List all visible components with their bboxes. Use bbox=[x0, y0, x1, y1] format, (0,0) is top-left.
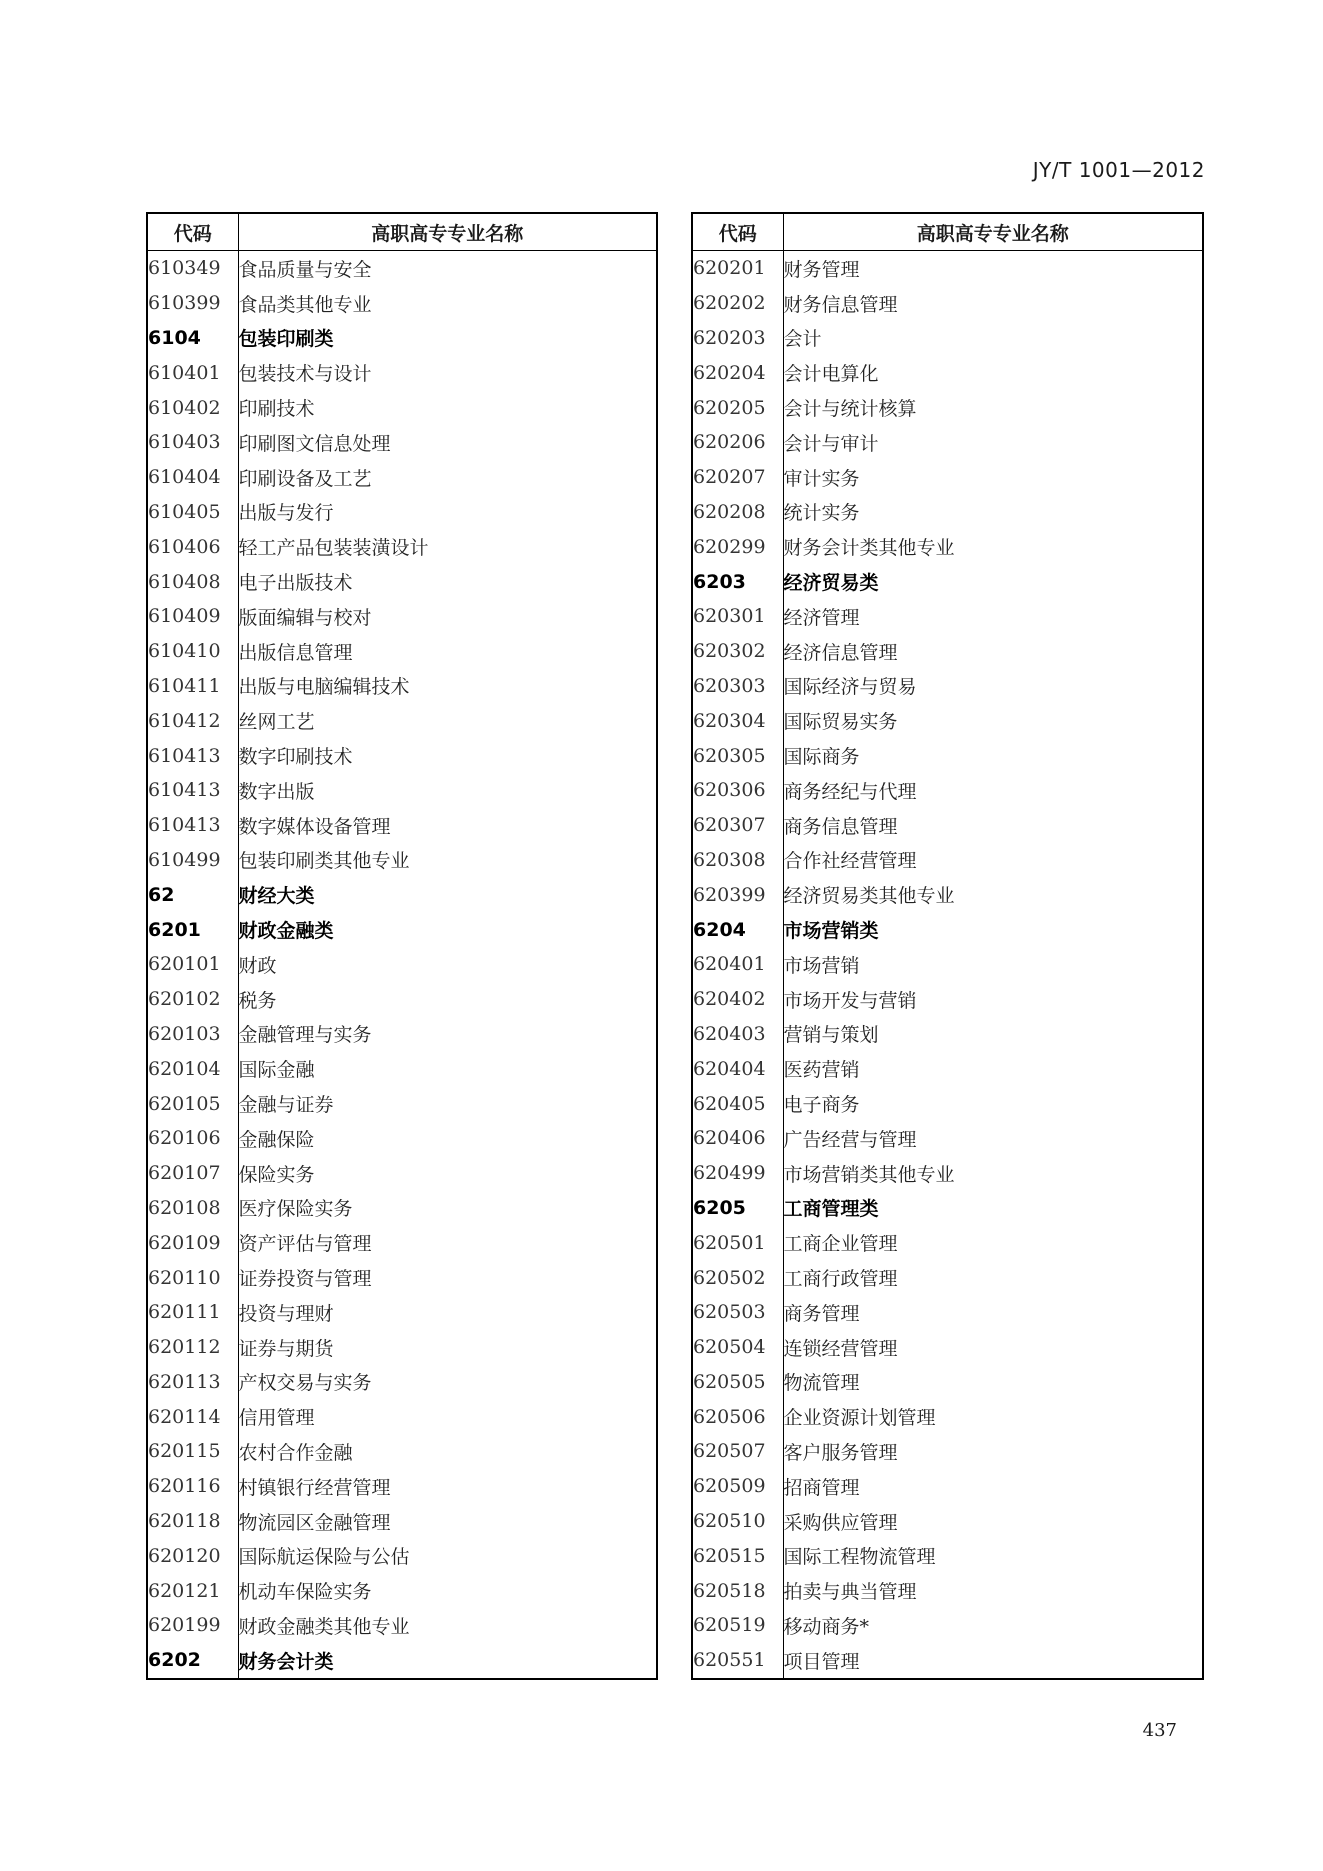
major-code: 610413 bbox=[147, 738, 238, 773]
major-name: 金融与证券 bbox=[238, 1094, 334, 1117]
table-row bbox=[692, 1225, 1203, 1260]
table-row bbox=[147, 425, 657, 460]
major-code: 620116 bbox=[147, 1469, 238, 1504]
name-column-header: 高职高专专业名称 bbox=[783, 213, 1203, 251]
table-row bbox=[692, 1260, 1203, 1295]
major-code: 620203 bbox=[692, 321, 783, 356]
major-name: 会计与统计核算 bbox=[783, 398, 917, 421]
major-name: 产权交易与实务 bbox=[238, 1372, 372, 1395]
major-code: 610408 bbox=[147, 564, 238, 599]
major-name: 数字印刷技术 bbox=[238, 746, 353, 769]
major-code: 620504 bbox=[692, 1330, 783, 1365]
table-row bbox=[692, 808, 1203, 843]
major-name: 资产评估与管理 bbox=[238, 1233, 372, 1256]
table-row bbox=[147, 1086, 657, 1121]
major-name: 项目管理 bbox=[783, 1650, 860, 1673]
major-code: 620301 bbox=[692, 599, 783, 634]
major-code: 620113 bbox=[147, 1365, 238, 1400]
major-name: 食品质量与安全 bbox=[238, 258, 372, 281]
major-name: 财务信息管理 bbox=[783, 293, 898, 316]
table-row bbox=[692, 321, 1203, 356]
major-code: 610413 bbox=[147, 808, 238, 843]
major-code: 620507 bbox=[692, 1434, 783, 1469]
category-row bbox=[147, 321, 657, 356]
major-name: 营销与策划 bbox=[783, 1024, 879, 1047]
major-name: 会计与审计 bbox=[783, 432, 879, 455]
major-code: 620105 bbox=[147, 1086, 238, 1121]
table-row bbox=[692, 1608, 1203, 1643]
table-row bbox=[692, 529, 1203, 564]
table-row bbox=[147, 1017, 657, 1052]
major-name: 财务管理 bbox=[783, 258, 860, 281]
table-row bbox=[692, 355, 1203, 390]
major-name: 采购供应管理 bbox=[783, 1511, 898, 1534]
major-code: 610401 bbox=[147, 355, 238, 390]
table-row bbox=[147, 1434, 657, 1469]
table-row bbox=[147, 1399, 657, 1434]
major-code: 620302 bbox=[692, 634, 783, 669]
major-table-left bbox=[146, 212, 658, 1680]
table-row bbox=[692, 1399, 1203, 1434]
table-row bbox=[692, 286, 1203, 321]
table-row bbox=[692, 1504, 1203, 1539]
table-row bbox=[692, 703, 1203, 738]
major-name: 金融管理与实务 bbox=[238, 1024, 372, 1047]
major-code: 620102 bbox=[147, 982, 238, 1017]
major-code: 610409 bbox=[147, 599, 238, 634]
table-row bbox=[147, 669, 657, 704]
major-name: 商务管理 bbox=[783, 1302, 860, 1325]
table-row bbox=[147, 495, 657, 530]
category-row bbox=[147, 1643, 657, 1679]
major-code: 620505 bbox=[692, 1365, 783, 1400]
table-row bbox=[692, 390, 1203, 425]
major-name: 物流管理 bbox=[783, 1372, 860, 1395]
major-name: 包装印刷类其他专业 bbox=[238, 850, 410, 873]
major-code: 610404 bbox=[147, 460, 238, 495]
major-name: 招商管理 bbox=[783, 1476, 860, 1499]
major-name: 物流园区金融管理 bbox=[238, 1511, 391, 1534]
major-name: 拍卖与典当管理 bbox=[783, 1581, 917, 1604]
major-name: 连锁经营管理 bbox=[783, 1337, 898, 1360]
major-code: 620503 bbox=[692, 1295, 783, 1330]
major-code: 620307 bbox=[692, 808, 783, 843]
major-code: 620108 bbox=[147, 1191, 238, 1226]
major-code: 620104 bbox=[147, 1051, 238, 1086]
major-name: 合作社经营管理 bbox=[783, 850, 917, 873]
major-name: 财务会计类其他专业 bbox=[783, 537, 955, 560]
table-row bbox=[692, 843, 1203, 878]
major-name: 证券与期货 bbox=[238, 1337, 334, 1360]
major-code: 6201 bbox=[147, 912, 238, 947]
major-name: 财政 bbox=[238, 954, 277, 977]
table-row bbox=[147, 1156, 657, 1191]
major-table-right bbox=[691, 212, 1204, 1680]
major-name: 税务 bbox=[238, 989, 277, 1012]
table-row bbox=[147, 808, 657, 843]
major-name: 印刷设备及工艺 bbox=[238, 467, 372, 490]
major-name: 投资与理财 bbox=[238, 1302, 334, 1325]
major-code: 620304 bbox=[692, 703, 783, 738]
table-row bbox=[692, 1643, 1203, 1679]
major-code: 620515 bbox=[692, 1538, 783, 1573]
major-name: 国际工程物流管理 bbox=[783, 1546, 936, 1569]
table-row bbox=[147, 1051, 657, 1086]
table-row bbox=[147, 529, 657, 564]
major-code: 620202 bbox=[692, 286, 783, 321]
table-row bbox=[147, 1225, 657, 1260]
major-code: 6205 bbox=[692, 1191, 783, 1226]
major-name: 市场营销类其他专业 bbox=[783, 1163, 955, 1186]
table-header-row bbox=[692, 213, 1203, 251]
table-row bbox=[692, 669, 1203, 704]
table-row bbox=[147, 1295, 657, 1330]
table-row bbox=[692, 738, 1203, 773]
major-code: 620399 bbox=[692, 877, 783, 912]
major-code: 610499 bbox=[147, 843, 238, 878]
major-name: 出版与发行 bbox=[238, 502, 334, 525]
major-code: 620112 bbox=[147, 1330, 238, 1365]
code-column-header: 代码 bbox=[692, 213, 783, 251]
document-code: JY/T 1001—2012 bbox=[1032, 158, 1205, 182]
major-name: 信用管理 bbox=[238, 1407, 315, 1430]
major-name: 财务会计类 bbox=[238, 1650, 334, 1673]
major-code: 620101 bbox=[147, 947, 238, 982]
major-name: 食品类其他专业 bbox=[238, 293, 372, 316]
table-row bbox=[147, 1538, 657, 1573]
major-name: 国际经济与贸易 bbox=[783, 676, 917, 699]
table-row bbox=[692, 1469, 1203, 1504]
table-row bbox=[147, 1121, 657, 1156]
major-code: 610412 bbox=[147, 703, 238, 738]
major-code: 610406 bbox=[147, 529, 238, 564]
table-row bbox=[692, 425, 1203, 460]
major-code: 620303 bbox=[692, 669, 783, 704]
major-code: 610349 bbox=[147, 251, 238, 286]
table-row bbox=[147, 1469, 657, 1504]
major-code: 620403 bbox=[692, 1017, 783, 1052]
major-code: 620402 bbox=[692, 982, 783, 1017]
major-name: 电子商务 bbox=[783, 1094, 860, 1117]
major-name: 工商企业管理 bbox=[783, 1233, 898, 1256]
major-code: 620207 bbox=[692, 460, 783, 495]
major-name: 工商行政管理 bbox=[783, 1268, 898, 1290]
major-code: 620506 bbox=[692, 1399, 783, 1434]
major-name: 出版信息管理 bbox=[238, 641, 353, 664]
major-code: 610403 bbox=[147, 425, 238, 460]
major-name: 市场营销 bbox=[783, 954, 860, 977]
major-name: 财政金融类 bbox=[238, 920, 334, 943]
major-code: 620208 bbox=[692, 495, 783, 530]
major-name: 会计 bbox=[783, 328, 822, 351]
table-row bbox=[147, 460, 657, 495]
code-column-header: 代码 bbox=[147, 213, 238, 251]
major-code: 620121 bbox=[147, 1573, 238, 1608]
major-code: 620109 bbox=[147, 1225, 238, 1260]
category-row bbox=[692, 912, 1203, 947]
table-row bbox=[692, 599, 1203, 634]
major-name: 经济管理 bbox=[783, 606, 860, 629]
table-row bbox=[692, 1573, 1203, 1608]
major-code: 620120 bbox=[147, 1538, 238, 1573]
table-row bbox=[147, 773, 657, 808]
table-row bbox=[147, 564, 657, 599]
major-name: 印刷技术 bbox=[238, 398, 315, 421]
major-code: 620306 bbox=[692, 773, 783, 808]
table-row bbox=[692, 1086, 1203, 1121]
major-name: 丝网工艺 bbox=[238, 711, 315, 734]
major-name: 包装技术与设计 bbox=[238, 363, 372, 386]
major-name: 电子出版技术 bbox=[238, 572, 353, 595]
major-code: 620499 bbox=[692, 1156, 783, 1191]
major-name: 国际金融 bbox=[238, 1059, 315, 1082]
major-name: 移动商务* bbox=[783, 1615, 870, 1638]
major-code: 620111 bbox=[147, 1295, 238, 1330]
major-code: 620106 bbox=[147, 1121, 238, 1156]
major-code: 620305 bbox=[692, 738, 783, 773]
page-number: 437 bbox=[1142, 1720, 1177, 1741]
major-name: 村镇银行经营管理 bbox=[238, 1476, 391, 1499]
table-row bbox=[147, 599, 657, 634]
major-code: 6104 bbox=[147, 321, 238, 356]
category-row bbox=[692, 564, 1203, 599]
table-row bbox=[692, 877, 1203, 912]
major-name: 广告经营与管理 bbox=[783, 1128, 917, 1151]
major-code: 620204 bbox=[692, 355, 783, 390]
major-name: 证券投资与管理 bbox=[238, 1268, 372, 1290]
major-name: 印刷图文信息处理 bbox=[238, 432, 391, 455]
table-row bbox=[692, 634, 1203, 669]
table-row bbox=[147, 1504, 657, 1539]
major-code: 620509 bbox=[692, 1469, 783, 1504]
major-name: 企业资源计划管理 bbox=[783, 1407, 936, 1430]
major-code: 610399 bbox=[147, 286, 238, 321]
table-row bbox=[692, 1538, 1203, 1573]
category-row bbox=[692, 1191, 1203, 1226]
major-code: 620205 bbox=[692, 390, 783, 425]
table-row bbox=[147, 703, 657, 738]
category-row bbox=[147, 912, 657, 947]
major-code: 6202 bbox=[147, 1643, 238, 1679]
table-row bbox=[692, 460, 1203, 495]
table-row bbox=[147, 1260, 657, 1295]
major-code: 620518 bbox=[692, 1573, 783, 1608]
major-name: 财经大类 bbox=[238, 885, 315, 908]
major-name: 金融保险 bbox=[238, 1128, 315, 1151]
table-row bbox=[692, 1121, 1203, 1156]
major-name: 数字出版 bbox=[238, 780, 315, 803]
major-name: 经济贸易类其他专业 bbox=[783, 885, 955, 908]
name-column-header: 高职高专专业名称 bbox=[238, 213, 657, 251]
major-code: 620501 bbox=[692, 1225, 783, 1260]
major-name: 统计实务 bbox=[783, 502, 860, 525]
major-code: 620199 bbox=[147, 1608, 238, 1643]
major-name: 经济贸易类 bbox=[783, 572, 879, 595]
major-name: 客户服务管理 bbox=[783, 1441, 898, 1464]
table-row bbox=[692, 947, 1203, 982]
table-row bbox=[147, 1365, 657, 1400]
table-row bbox=[147, 390, 657, 425]
major-code: 6204 bbox=[692, 912, 783, 947]
table-row bbox=[147, 355, 657, 390]
major-name: 机动车保险实务 bbox=[238, 1581, 372, 1604]
table-row bbox=[147, 738, 657, 773]
major-code: 62 bbox=[147, 877, 238, 912]
major-code: 620107 bbox=[147, 1156, 238, 1191]
major-code: 620510 bbox=[692, 1504, 783, 1539]
major-code: 620118 bbox=[147, 1504, 238, 1539]
major-name: 国际航运保险与公估 bbox=[238, 1546, 410, 1569]
table-row bbox=[692, 1330, 1203, 1365]
major-name: 审计实务 bbox=[783, 467, 860, 490]
major-code: 620201 bbox=[692, 251, 783, 286]
major-name: 国际贸易实务 bbox=[783, 711, 898, 734]
major-name: 市场营销类 bbox=[783, 920, 879, 943]
major-code: 610402 bbox=[147, 390, 238, 425]
table-row bbox=[147, 947, 657, 982]
major-name: 版面编辑与校对 bbox=[238, 606, 372, 629]
table-row bbox=[692, 1156, 1203, 1191]
table-row bbox=[147, 1608, 657, 1643]
table-row bbox=[692, 1434, 1203, 1469]
table-row bbox=[692, 495, 1203, 530]
table-row bbox=[692, 1365, 1203, 1400]
major-code: 620519 bbox=[692, 1608, 783, 1643]
major-code: 620110 bbox=[147, 1260, 238, 1295]
major-code: 620502 bbox=[692, 1260, 783, 1295]
table-row bbox=[692, 982, 1203, 1017]
major-name: 商务经纪与代理 bbox=[783, 780, 917, 803]
major-code: 6203 bbox=[692, 564, 783, 599]
major-name: 国际商务 bbox=[783, 746, 860, 769]
major-name: 保险实务 bbox=[238, 1163, 315, 1186]
table-row bbox=[147, 1573, 657, 1608]
major-name: 财政金融类其他专业 bbox=[238, 1615, 410, 1638]
major-code: 620401 bbox=[692, 947, 783, 982]
major-code: 610405 bbox=[147, 495, 238, 530]
major-name: 数字媒体设备管理 bbox=[238, 815, 391, 838]
table-row bbox=[147, 634, 657, 669]
major-name: 医疗保险实务 bbox=[238, 1198, 353, 1221]
major-code: 620103 bbox=[147, 1017, 238, 1052]
major-name: 轻工产品包装装潢设计 bbox=[238, 537, 429, 560]
table-row bbox=[147, 251, 657, 286]
category-row bbox=[147, 877, 657, 912]
table-row bbox=[147, 1330, 657, 1365]
major-code: 620404 bbox=[692, 1051, 783, 1086]
major-name: 医药营销 bbox=[783, 1059, 860, 1082]
major-code: 620308 bbox=[692, 843, 783, 878]
major-code: 620115 bbox=[147, 1434, 238, 1469]
major-name: 出版与电脑编辑技术 bbox=[238, 676, 410, 699]
major-name: 市场开发与营销 bbox=[783, 989, 917, 1012]
major-code: 620406 bbox=[692, 1121, 783, 1156]
table-row bbox=[692, 1051, 1203, 1086]
major-code: 620206 bbox=[692, 425, 783, 460]
table-row bbox=[147, 982, 657, 1017]
major-code: 610413 bbox=[147, 773, 238, 808]
major-name: 工商管理类 bbox=[783, 1198, 879, 1221]
major-code: 610411 bbox=[147, 669, 238, 704]
major-name: 经济信息管理 bbox=[783, 641, 898, 664]
major-name: 农村合作金融 bbox=[238, 1441, 353, 1464]
table-row bbox=[692, 773, 1203, 808]
major-name: 商务信息管理 bbox=[783, 815, 898, 838]
major-code: 620299 bbox=[692, 529, 783, 564]
table-row bbox=[692, 251, 1203, 286]
major-name: 会计电算化 bbox=[783, 363, 879, 386]
table-row bbox=[692, 1017, 1203, 1052]
table-row bbox=[147, 1191, 657, 1226]
table-row bbox=[147, 286, 657, 321]
major-name: 包装印刷类 bbox=[238, 328, 334, 351]
table-header-row bbox=[147, 213, 657, 251]
table-row bbox=[692, 1295, 1203, 1330]
major-code: 620114 bbox=[147, 1399, 238, 1434]
major-code: 620405 bbox=[692, 1086, 783, 1121]
table-row bbox=[147, 843, 657, 878]
major-code: 610410 bbox=[147, 634, 238, 669]
major-code: 620551 bbox=[692, 1643, 783, 1679]
